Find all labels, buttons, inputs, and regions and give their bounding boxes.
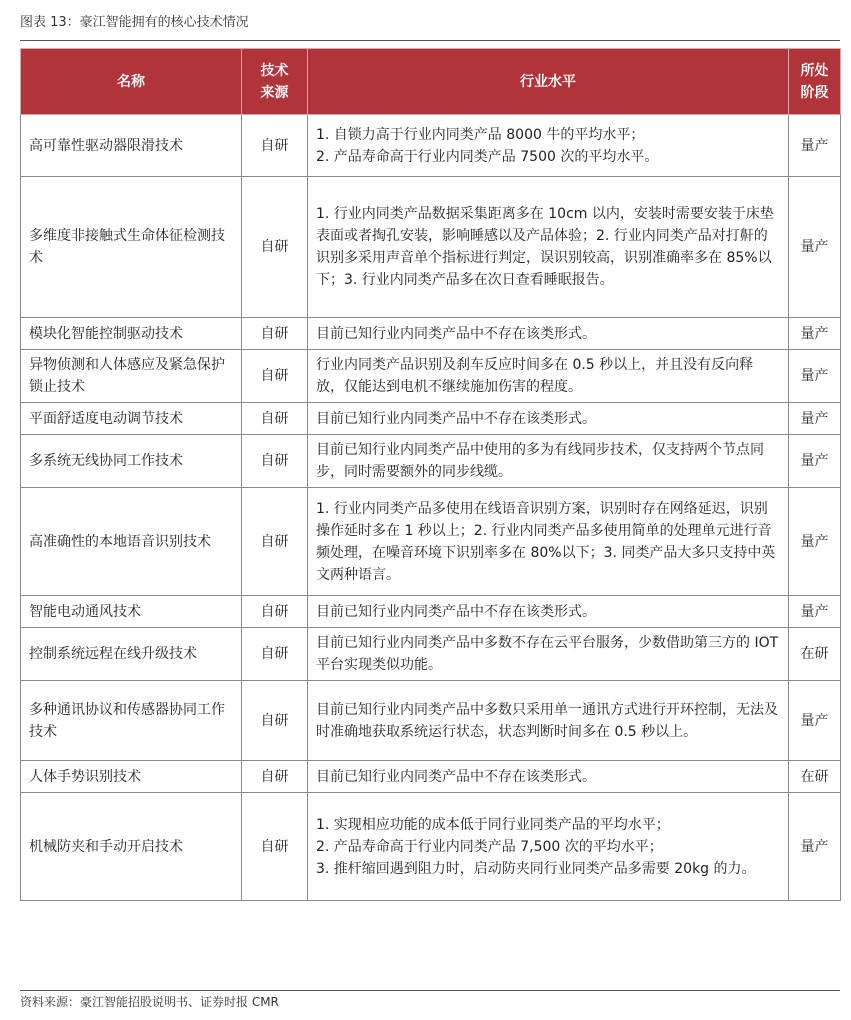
tech-source-cell: 自研	[242, 115, 308, 177]
header-name: 名称	[21, 49, 242, 115]
table-row	[21, 435, 841, 488]
table-row	[21, 761, 841, 793]
tech-source-cell: 自研	[242, 318, 308, 350]
tech-source-cell: 自研	[242, 596, 308, 628]
tech-name-cell: 多系统无线协同工作技术	[21, 435, 242, 488]
tech-name-cell: 控制系统远程在线升级技术	[21, 628, 242, 681]
industry-level-cell: 目前已知行业内同类产品中不存在该类形式。	[308, 318, 789, 350]
stage-cell: 量产	[789, 435, 841, 488]
stage-cell: 量产	[789, 115, 841, 177]
table-row	[21, 115, 841, 177]
table-row	[21, 403, 841, 435]
table-row	[21, 681, 841, 761]
industry-level-cell: 1. 行业内同类产品数据采集距离多在 10cm 以内，安装时需要安装于床垫表面或者掏孔安装，影响睡感以及产品体验；2. 行业内同类产品对打鼾的识别多采用声音单个指标进行判定，误识别较高，识别准确率多在 85%以下；3. 行业内同类产品多在次日查看睡眠报告。	[308, 177, 789, 318]
header-stage	[789, 49, 841, 115]
tech-name-cell: 智能电动通风技术	[21, 596, 242, 628]
header-level: 行业水平	[308, 49, 789, 115]
header-source-line2: 来源	[260, 84, 289, 101]
stage-cell: 在研	[789, 628, 841, 681]
stage-cell: 量产	[789, 596, 841, 628]
table-row	[21, 596, 841, 628]
tech-source-cell: 自研	[242, 177, 308, 318]
stage-cell: 量产	[789, 177, 841, 318]
industry-level-cell: 1. 自锁力高于行业内同类产品 8000 牛的平均水平； 2. 产品寿命高于行业内同类产品 7500 次的平均水平。	[308, 115, 789, 177]
industry-level-cell: 目前已知行业内同类产品中不存在该类形式。	[308, 596, 789, 628]
tech-source-cell: 自研	[242, 793, 308, 901]
tech-source-cell: 自研	[242, 403, 308, 435]
stage-cell: 在研	[789, 761, 841, 793]
header-source	[242, 49, 308, 115]
tech-name-cell: 多种通讯协议和传感器协同工作技术	[21, 681, 242, 761]
industry-level-cell: 目前已知行业内同类产品中多数只采用单一通讯方式进行开环控制，无法及时准确地获取系统运行状态，状态判断时间多在 0.5 秒以上。	[308, 681, 789, 761]
table-row	[21, 488, 841, 596]
tech-name-cell: 高准确性的本地语音识别技术	[21, 488, 242, 596]
stage-cell: 量产	[789, 793, 841, 901]
stage-cell: 量产	[789, 350, 841, 403]
header-stage-line2: 阶段	[800, 84, 829, 101]
tech-source-cell: 自研	[242, 488, 308, 596]
header-source-line1: 技术	[260, 62, 289, 79]
tech-source-cell: 自研	[242, 435, 308, 488]
table-row	[21, 628, 841, 681]
header-stage-line1: 所处	[800, 62, 829, 79]
industry-level-cell: 目前已知行业内同类产品中使用的多为有线同步技术，仅支持两个节点同步，同时需要额外的同步线缆。	[308, 435, 789, 488]
tech-name-cell: 平面舒适度电动调节技术	[21, 403, 242, 435]
source-note: 资料来源：豪江智能招股说明书、证券时报 CMR	[20, 990, 840, 1013]
tech-source-cell: 自研	[242, 761, 308, 793]
table-row	[21, 350, 841, 403]
industry-level-cell: 1. 实现相应功能的成本低于同行业同类产品的平均水平； 2. 产品寿命高于行业内同类产品 7,500 次的平均水平； 3. 推杆缩回遇到阻力时，启动防夹同行业同类产品多需要 20kg 的力。	[308, 793, 789, 901]
tech-source-cell: 自研	[242, 681, 308, 761]
core-technology-table	[20, 48, 841, 901]
industry-level-cell: 目前已知行业内同类产品中不存在该类形式。	[308, 403, 789, 435]
table-caption: 图表 13：豪江智能拥有的核心技术情况	[20, 6, 840, 41]
stage-cell: 量产	[789, 318, 841, 350]
industry-level-cell: 目前已知行业内同类产品中不存在该类形式。	[308, 761, 789, 793]
table-header-row	[21, 49, 841, 115]
tech-name-cell: 机械防夹和手动开启技术	[21, 793, 242, 901]
industry-level-cell: 1. 行业内同类产品多使用在线语音识别方案，识别时存在网络延迟，识别操作延时多在 1 秒以上；2. 行业内同类产品多使用简单的处理单元进行音频处理，在噪音环境下识别率多在 80%以下；3. 同类产品大多只支持中英文两种语言。	[308, 488, 789, 596]
table-row	[21, 318, 841, 350]
tech-name-cell: 高可靠性驱动器限滑技术	[21, 115, 242, 177]
tech-name-cell: 模块化智能控制驱动技术	[21, 318, 242, 350]
tech-source-cell: 自研	[242, 350, 308, 403]
stage-cell: 量产	[789, 403, 841, 435]
tech-source-cell: 自研	[242, 628, 308, 681]
table-row	[21, 177, 841, 318]
table-row	[21, 793, 841, 901]
tech-name-cell: 异物侦测和人体感应及紧急保护锁止技术	[21, 350, 242, 403]
tech-name-cell: 多维度非接触式生命体征检测技术	[21, 177, 242, 318]
stage-cell: 量产	[789, 681, 841, 761]
industry-level-cell: 目前已知行业内同类产品中多数不存在云平台服务，少数借助第三方的 IOT 平台实现类似功能。	[308, 628, 789, 681]
tech-name-cell: 人体手势识别技术	[21, 761, 242, 793]
stage-cell: 量产	[789, 488, 841, 596]
industry-level-cell: 行业内同类产品识别及刹车反应时间多在 0.5 秒以上，并且没有反向释放，仅能达到电机不继续施加伤害的程度。	[308, 350, 789, 403]
